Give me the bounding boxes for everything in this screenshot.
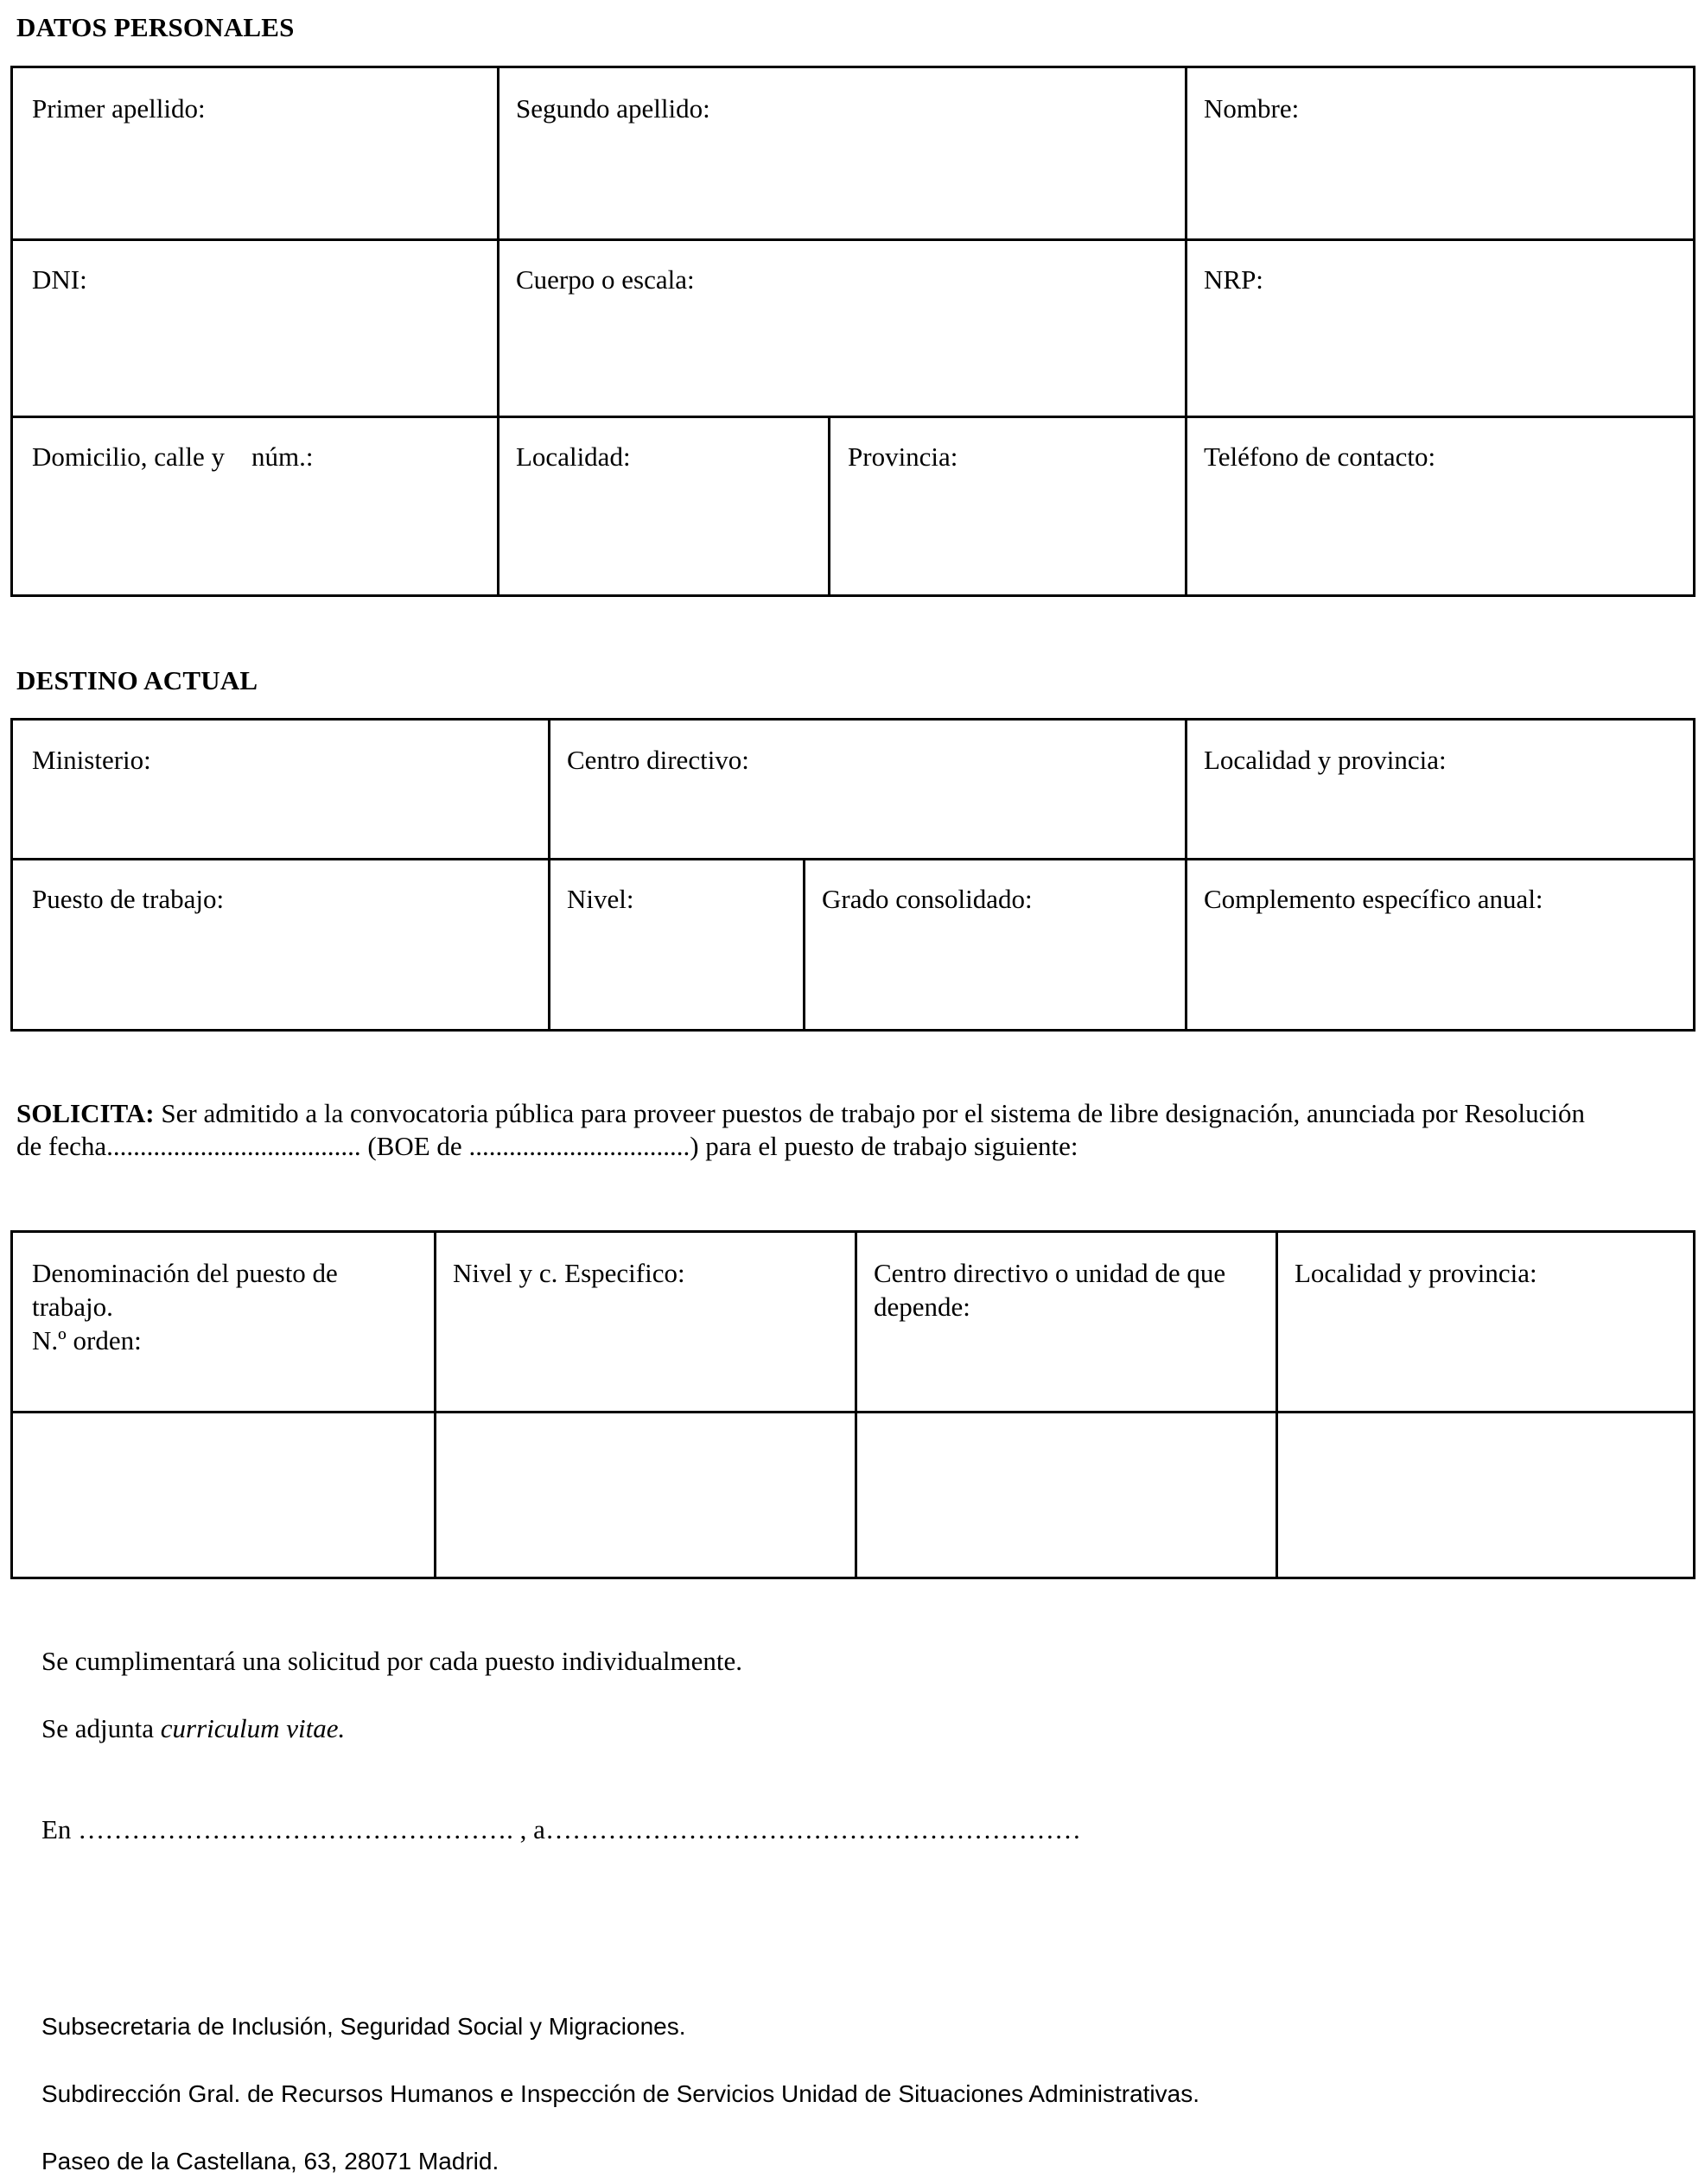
note-one-solicitud: Se cumplimentará una solicitud por cada puesto individualmente. [41,1646,742,1676]
puesto-solicitado-table [10,1230,1695,1579]
destino-actual-table [10,718,1695,1032]
denominacion-line1: Denominación del puesto de [32,1258,338,1288]
row-divider [13,858,1693,860]
centro-unidad-line1: Centro directivo o unidad de que [874,1258,1226,1288]
cuerpo-escala-field[interactable]: Cuerpo o escala: [516,264,695,295]
nivel-especifico-header: Nivel y c. Especifico: [453,1258,685,1288]
centro-directivo-unidad-header [874,1256,1225,1324]
localidad-field[interactable]: Localidad: [516,441,631,472]
nivel-field[interactable]: Nivel: [567,884,634,914]
telefono-field[interactable]: Teléfono de contacto: [1204,441,1436,472]
row-divider [13,416,1693,418]
footer-subdireccion: Subdirección Gral. de Recursos Humanos e Inspección de Servicios Unidad de Situaciones Administrativas. [41,2080,1200,2107]
place-date-line[interactable]: En …………………………………………. , a…………………………………………………… [41,1814,1081,1844]
row-divider [13,238,1693,241]
footer-subsecretaria: Subsecretaria de Inclusión, Seguridad Social y Migraciones. [41,2013,686,2040]
localidad-provincia-header: Localidad y provincia: [1295,1258,1537,1288]
complemento-especifico-field[interactable]: Complemento específico anual: [1204,884,1543,914]
nrp-field[interactable]: NRP: [1204,264,1263,295]
solicita-label: SOLICITA: [16,1098,155,1128]
localidad-provincia-field[interactable]: Localidad y provincia: [1204,745,1447,775]
destino-actual-heading: DESTINO ACTUAL [16,665,258,695]
solicita-paragraph [16,1097,1702,1163]
column-divider [497,68,499,594]
primer-apellido-field[interactable]: Primer apellido: [32,93,206,124]
puesto-trabajo-field[interactable]: Puesto de trabajo: [32,884,225,914]
note-curriculum-prefix: Se adjunta [41,1713,161,1743]
domicilio-field[interactable]: Domicilio, calle y núm.: [32,441,314,472]
datos-personales-heading: DATOS PERSONALES [16,12,295,42]
centro-directivo-field[interactable]: Centro directivo: [567,745,749,775]
column-divider [1185,721,1187,1029]
nombre-field[interactable]: Nombre: [1204,93,1300,124]
denominacion-input-cell[interactable] [13,1413,434,1577]
denominacion-puesto-header [32,1256,338,1357]
centro-directivo-input-cell[interactable] [857,1413,1276,1577]
note-curriculum [41,1712,345,1745]
footer-address: Paseo de la Castellana, 63, 28071 Madrid. [41,2148,499,2174]
dni-field[interactable]: DNI: [32,264,87,295]
provincia-field[interactable]: Provincia: [848,441,958,472]
datos-personales-table [10,66,1695,597]
denominacion-line2: trabajo. [32,1292,113,1322]
numero-orden-label: N.º orden: [32,1325,142,1355]
ministerio-field[interactable]: Ministerio: [32,745,151,775]
column-divider [1185,68,1187,594]
note-curriculum-italic: curriculum vitae. [160,1713,346,1743]
centro-unidad-line2: depende: [874,1292,970,1322]
solicita-text-line2: de fecha...................................... (BOE de .................................) para el puesto de trabajo siguiente: [16,1131,1078,1161]
solicita-text-line1: Ser admitido a la convocatoria pública para proveer puestos de trabajo por el sistema de libre designación, anunciada por Resolución [154,1098,1585,1128]
segundo-apellido-field[interactable]: Segundo apellido: [516,93,710,124]
column-divider [803,858,805,1029]
grado-consolidado-field[interactable]: Grado consolidado: [822,884,1033,914]
localidad-provincia-input-cell[interactable] [1278,1413,1693,1577]
column-divider [548,721,550,1029]
nivel-especifico-input-cell[interactable] [436,1413,855,1577]
column-divider [828,416,830,594]
